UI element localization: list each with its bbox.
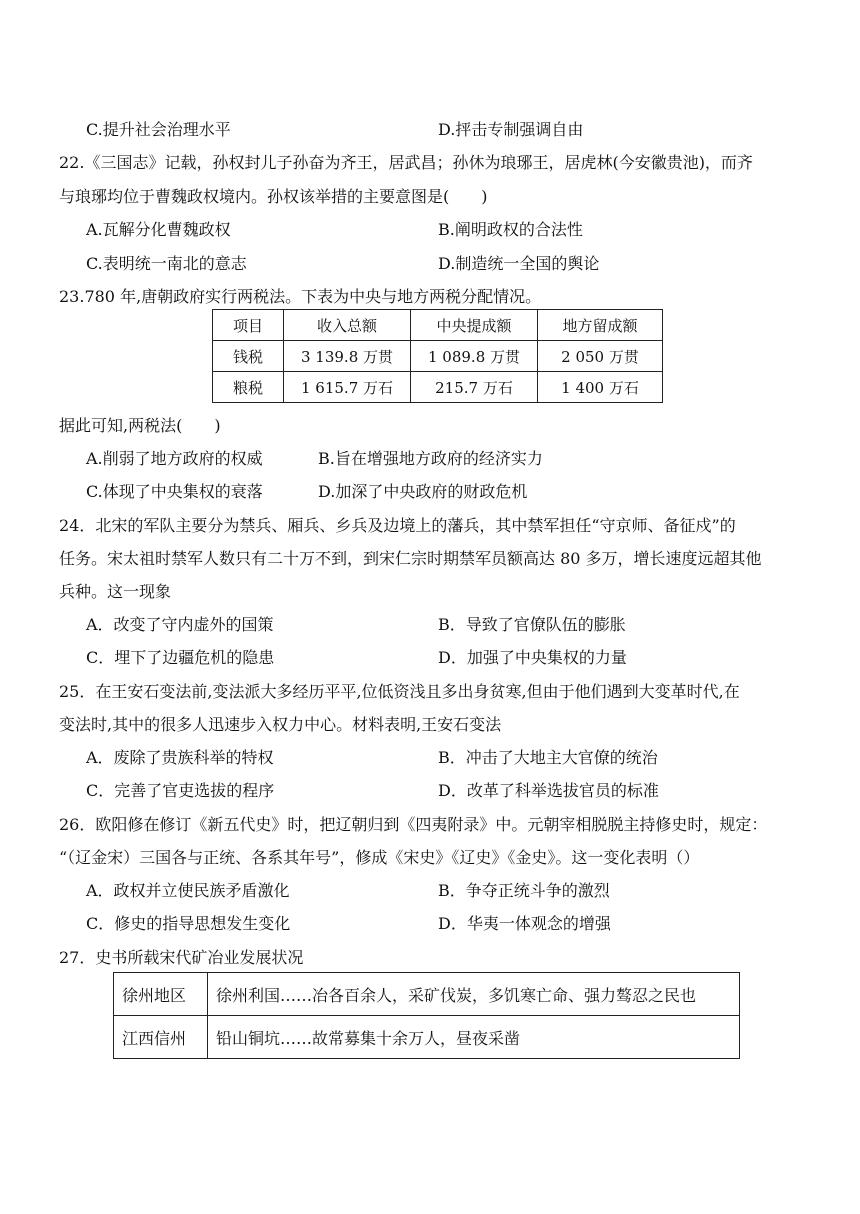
table-cell-region: 徐州地区 bbox=[114, 973, 208, 1016]
q22-option-b: B.阐明政权的合法性 bbox=[438, 220, 583, 239]
q26-option-c: C．修史的指导思想发生变化 bbox=[86, 914, 291, 933]
table-cell: 钱税 bbox=[213, 341, 284, 372]
q23-option-b: B.旨在增强地方政府的经济实力 bbox=[318, 449, 543, 468]
q24-stem-line-3: 兵种。这一现象 bbox=[59, 582, 172, 601]
q24-option-b: B．导致了官僚队伍的膨胀 bbox=[438, 615, 626, 634]
table-cell: 1 615.7 万石 bbox=[284, 372, 411, 403]
q25-option-b: B．冲击了大地主大官僚的统治 bbox=[438, 748, 658, 767]
q25-stem-line-2: 变法时,其中的很多人迅速步入权力中心。材料表明,王安石变法 bbox=[59, 715, 502, 734]
q23-tax-table bbox=[212, 309, 663, 403]
q25-option-a: A．废除了贵族科举的特权 bbox=[86, 748, 274, 767]
q23-stem: 23.780 年,唐朝政府实行两税法。下表为中央与地方两税分配情况。 bbox=[59, 287, 542, 306]
q26-option-b: B．争夺正统斗争的激烈 bbox=[438, 881, 610, 900]
q24-option-c: C．埋下了边疆危机的隐患 bbox=[86, 648, 275, 667]
q25-stem-line-1: 25．在王安石变法前,变法派大多经历平平,位低资浅且多出身贫寒,但由于他们遇到大变革时代,在 bbox=[59, 682, 740, 701]
table-cell: 2 050 万贯 bbox=[538, 341, 663, 372]
q24-option-a: A．改变了守内虚外的国策 bbox=[86, 615, 274, 634]
q23-option-d: D.加深了中央政府的财政危机 bbox=[318, 482, 528, 501]
table-cell: 3 139.8 万贯 bbox=[284, 341, 411, 372]
table-header-cell: 收入总额 bbox=[284, 310, 411, 341]
table-cell: 215.7 万石 bbox=[411, 372, 538, 403]
q27-stem: 27．史书所载宋代矿冶业发展状况 bbox=[59, 948, 304, 967]
q22-stem-line-2: 与琅琊均位于曹魏政权境内。孙权该举措的主要意图是( ) bbox=[59, 187, 488, 206]
table-row bbox=[114, 973, 740, 1016]
table-cell: 粮税 bbox=[213, 372, 284, 403]
q26-option-d: D．华夷一体观念的增强 bbox=[438, 914, 611, 933]
table-cell: 1 400 万石 bbox=[538, 372, 663, 403]
table-header-cell: 中央提成额 bbox=[411, 310, 538, 341]
q25-option-c: C．完善了官吏选拔的程序 bbox=[86, 781, 275, 800]
q22-option-a: A.瓦解分化曹魏政权 bbox=[86, 220, 231, 239]
table-row bbox=[213, 372, 663, 403]
table-cell-text: 铅山铜坑……故常募集十余万人，昼夜采凿 bbox=[208, 1016, 740, 1059]
q21-option-d: D.抨击专制强调自由 bbox=[438, 120, 584, 139]
q22-option-c: C.表明统一南北的意志 bbox=[86, 254, 247, 273]
q22-option-d: D.制造统一全国的舆论 bbox=[438, 254, 600, 273]
table-cell-text: 徐州利国……冶各百余人，采矿伐炭，多饥寒亡命、强力骜忍之民也 bbox=[208, 973, 740, 1016]
q24-stem-line-1: 24．北宋的军队主要分为禁兵、厢兵、乡兵及边境上的藩兵，其中禁军担任“守京师、备征戍”的 bbox=[59, 516, 736, 535]
table-row bbox=[114, 1016, 740, 1059]
q23-stem-2: 据此可知,两税法( ) bbox=[59, 416, 221, 435]
table-row bbox=[213, 341, 663, 372]
q26-stem-line-1: 26．欧阳修在修订《新五代史》时，把辽朝归到《四夷附录》中。元朝宰相脱脱主持修史时，规定： bbox=[59, 815, 768, 834]
table-cell-region: 江西信州 bbox=[114, 1016, 208, 1059]
table-header-cell: 地方留成额 bbox=[538, 310, 663, 341]
q22-stem-line-1: 22.《三国志》记载，孙权封儿子孙奋为齐王，居武昌；孙休为琅琊王，居虎林(今安徽贵池)，而齐 bbox=[59, 153, 753, 172]
q26-option-a: A．政权并立使民族矛盾激化 bbox=[86, 881, 290, 900]
table-cell: 1 089.8 万贯 bbox=[411, 341, 538, 372]
q21-option-c: C.提升社会治理水平 bbox=[86, 120, 231, 139]
table-header-row bbox=[213, 310, 663, 341]
q27-mining-table bbox=[113, 972, 740, 1059]
table-header-cell: 项目 bbox=[213, 310, 284, 341]
q24-option-d: D．加强了中央集权的力量 bbox=[438, 648, 627, 667]
q23-option-a: A.削弱了地方政府的权威 bbox=[86, 449, 263, 468]
q24-stem-line-2: 任务。宋太祖时禁军人数只有二十万不到，到宋仁宗时期禁军员额高达 80 多万，增长速度远超其他 bbox=[59, 549, 762, 568]
q26-stem-line-2: “（辽金宋）三国各与正统、各系其年号”，修成《宋史》《辽史》《金史》。这一变化表明（） bbox=[59, 848, 700, 867]
q23-option-c: C.体现了中央集权的衰落 bbox=[86, 482, 263, 501]
q25-option-d: D．改革了科举选拔官员的标准 bbox=[438, 781, 659, 800]
